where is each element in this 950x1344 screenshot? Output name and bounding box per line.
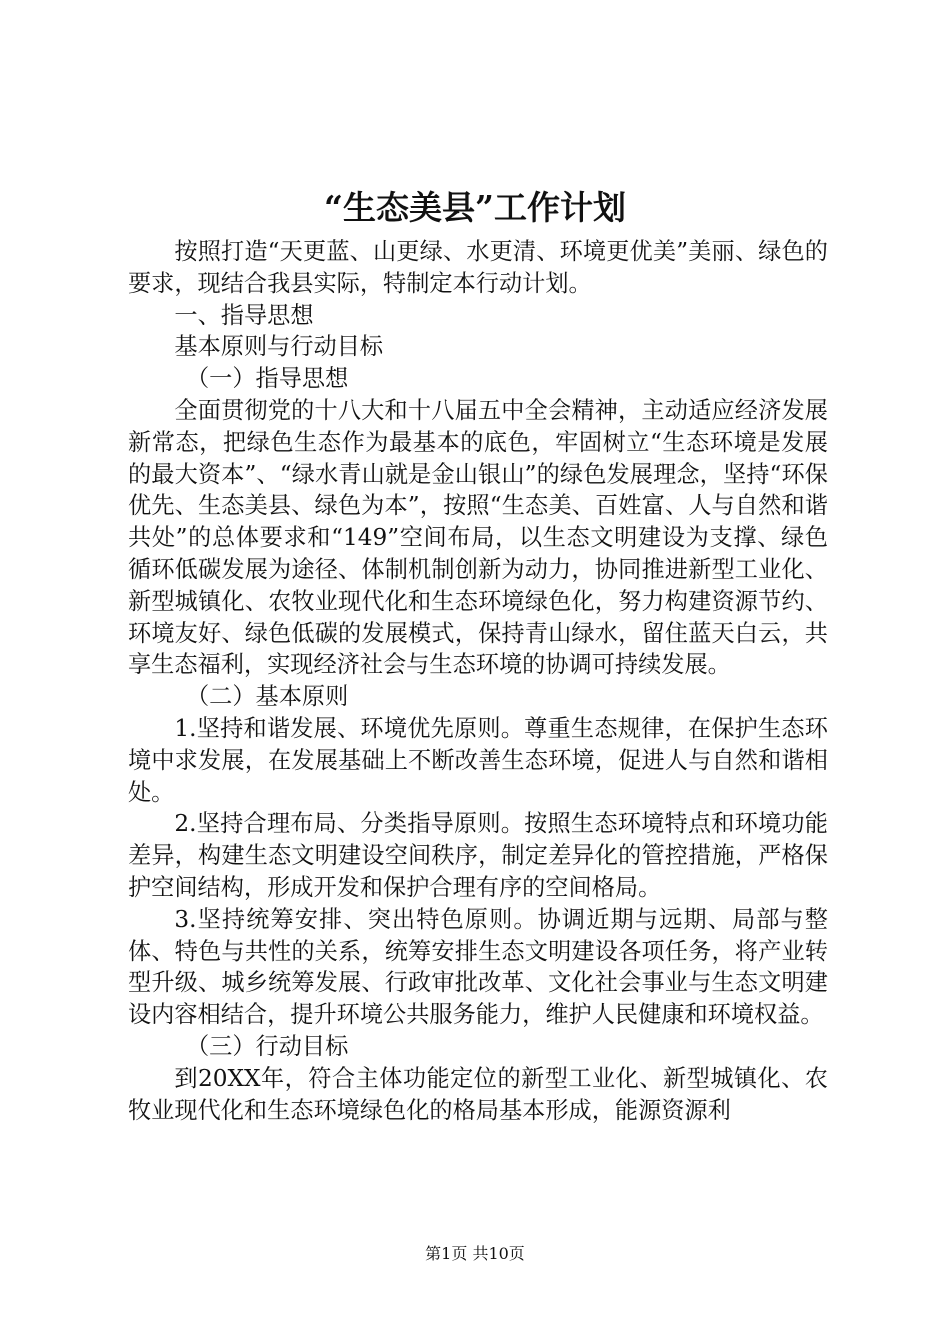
- document-body: [128, 236, 828, 1126]
- intro-paragraph: 按照打造“天更蓝、山更绿、水更清、环境更优美”美丽、绿色的要求，现结合我县实际，特制定本行动计划。: [128, 238, 828, 297]
- subsection-heading-3: （三）行动目标: [186, 1032, 349, 1060]
- section-heading-guiding-ideology: 一、指导思想: [174, 301, 314, 329]
- guiding-ideology-paragraph: 全面贯彻党的十八大和十八届五中全会精神，主动适应经济发展新常态，把绿色生态作为最基本的底色，牢固树立“生态环境是发展的最大资本”、“绿水青山就是金山银山”的绿色发展理念，坚持“环保优先、生态美县、绿色为本”，按照“生态美、百姓富、人与自然和谐共处”的总体要求和“149”空间布局，以生态文明建设为支撑、绿色循环低碳发展为途径、体制机制创新为动力，协同推进新型工业化、新型城镇化、农牧业现代化和生态环境绿色化，努力构建资源节约、环境友好、绿色低碳的发展模式，保持青山绿水，留住蓝天白云，共享生态福利，实现经济社会与生态环境的协调可持续发展。: [128, 396, 828, 679]
- section-subtitle: 基本原则与行动目标: [174, 333, 384, 361]
- page-number-footer: 第1页 共10页: [425, 1244, 525, 1263]
- subsection-heading-2: （二）基本原则: [186, 683, 349, 711]
- principle-2-paragraph: 2.坚持合理布局、分类指导原则。按照生态环境特点和环境功能差异，构建生态文明建设空间秩序，制定差异化的管控措施，严格保护空间结构，形成开发和保护合理有序的空间格局。: [128, 810, 828, 901]
- principle-3-paragraph: 3.坚持统筹安排、突出特色原则。协调近期与远期、局部与整体、特色与共性的关系，统筹安排生态文明建设各项任务，将产业转型升级、城乡统筹发展、行政审批改革、文化社会事业与生态文明建设内容相结合，提升环境公共服务能力，维护人民健康和环境权益。: [128, 905, 828, 1029]
- action-goal-paragraph: 到20XX年，符合主体功能定位的新型工业化、新型城镇化、农牧业现代化和生态环境绿色化的格局基本形成，能源资源利: [128, 1064, 828, 1124]
- principle-1-paragraph: 1.坚持和谐发展、环境优先原则。尊重生态规律，在保护生态环境中求发展，在发展基础上不断改善生态环境，促进人与自然和谐相处。: [128, 714, 828, 806]
- subsection-heading-1: （一）指导思想: [186, 365, 349, 393]
- page-title: “生态美县”工作计划: [324, 188, 626, 227]
